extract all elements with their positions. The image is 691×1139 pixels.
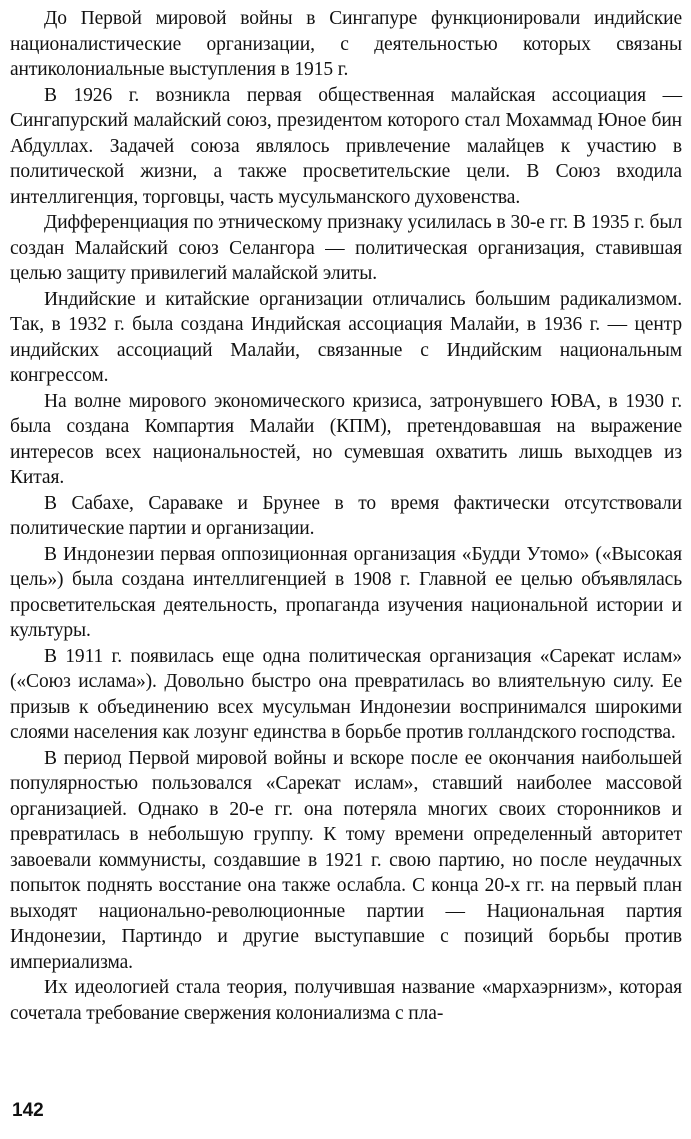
page-text	[10, 6, 682, 1096]
paragraph: Дифференциация по этническому признаку усилилась в 30-е гг. В 1935 г. был создан Малайский союз Селангора — политическая организация, ставившая целью защиту привилегий малайской элиты.	[10, 212, 682, 284]
paragraph: В Индонезии первая оппозиционная организация «Будди Утомо» («Высокая цель») была создана интеллигенцией в 1908 г. Главной ее целью объявлялась просветительская деятельность, пропаганда изучения национальной истории и культуры.	[10, 543, 682, 641]
paragraph: В 1926 г. возникла первая общественная малайская ассоциация — Сингапурский малайский союз, президентом которого стал Мохаммад Юное бин Абдуллах. Задачей союза являлось привлечение малайцев к участию в политической жизни, а также просветительские цели. В Союз входила интеллигенция, торговцы, часть мусульманского духовенства.	[10, 84, 682, 208]
paragraph: В Сабахе, Сараваке и Брунее в то время фактически отсутствовали политические партии и организации.	[10, 492, 682, 539]
paragraph: В 1911 г. появилась еще одна политическая организация «Сарекат ислам» («Союз ислама»). Довольно быстро она превратилась во влиятельную силу. Ее призыв к объединению всех мусульман Индонезии воспринимался широкими слоями населения как лозунг единства в борьбе против голландского господства.	[10, 645, 682, 743]
paragraph: До Первой мировой войны в Сингапуре функционировали индийские националистические организации, с деятельностью которых связаны антиколониальные выступления в 1915 г.	[10, 8, 682, 80]
paragraph: Их идеологией стала теория, получившая название «мархаэрнизм», которая сочетала требование свержения колониализма с пла-	[10, 977, 682, 1024]
page-number: 142	[12, 1100, 44, 1121]
paragraph: Индийские и китайские организации отличались большим радикализмом. Так, в 1932 г. была создана Индийская ассоциация Малайи, в 1936 г. — центр индийских ассоциаций Малайи, связанные с Индийским национальным конгрессом.	[10, 288, 682, 386]
paragraph: В период Первой мировой войны и вскоре после ее окончания наибольшей популярностью пользовался «Сарекат ислам», ставший наиболее массовой организацией. Однако в 20-е гг. она потеряла многих своих сторонников и превратилась в небольшую группу. К тому времени определенный авторитет завоевали коммунисты, создавшие в 1921 г. свою партию, но после неудачных попыток поднять восстание она также ослабла. С конца 20-х гг. на первый план выходят национально-революционные партии — Национальная партия Индонезии, Партиндо и другие выступавшие с позиций борьбы против империализма.	[10, 747, 682, 973]
paragraph: На волне мирового экономического кризиса, затронувшего ЮВА, в 1930 г. была создана Компартия Малайи (КПМ), претендовавшая на выражение интересов всех национальностей, но сумевшая охватить лишь выходцев из Китая.	[10, 390, 682, 488]
